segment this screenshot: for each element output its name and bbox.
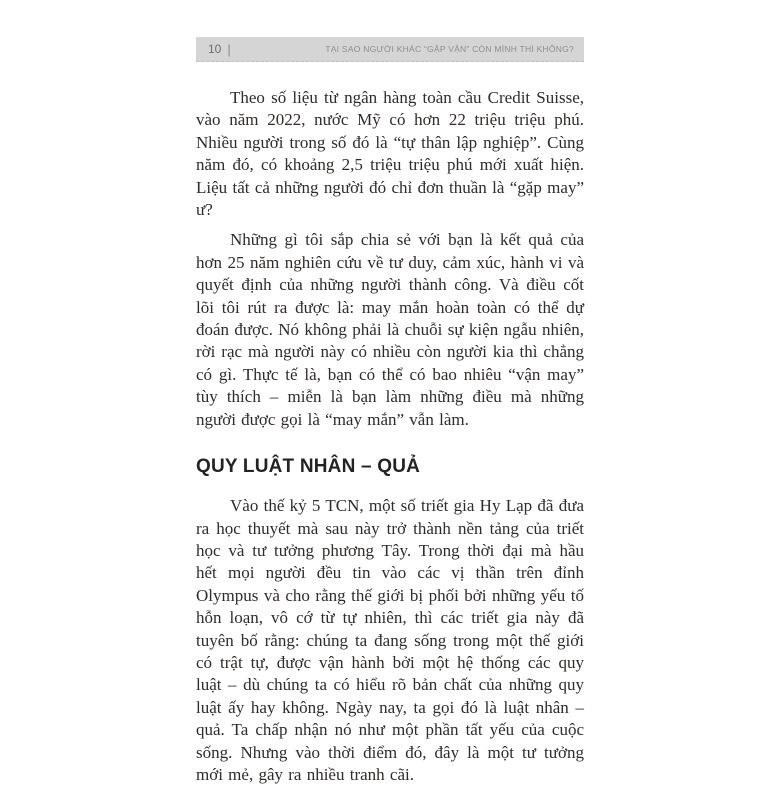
page-number: 10 [208, 42, 222, 56]
paragraph-intro-2: Những gì tôi sắp chia sẻ với bạn là kết quả của hơn 25 năm nghiên cứu về tư duy, cảm xúc, hành vi và quyết định của những người thành công. Và điều cốt lõi tôi rút ra được là: may mắn hoàn toàn có thể dự đoán được. Nó không phải là chuỗi sự kiện ngẫu nhiên, rời rạc mà người này có nhiều còn người kia thì chẳng có gì. Thực tế là, bạn có thể có bao nhiêu “vận may” tùy thích – miễn là bạn làm những điều mà những người được gọi là “may mắn” vẫn làm. [196, 230, 584, 429]
paragraph-section-1: Vào thế kỷ 5 TCN, một số triết gia Hy Lạp đã đưa ra học thuyết mà sau này trở thành nền tảng của triết học và tư tưởng phương Tây. Trong thời đại mà hầu hết mọi người đều tin vào các vị thần trên đỉnh Olympus và cho rằng thế giới bị phối bởi những yếu tố hỗn loạn, vô cớ từ tự nhiên, thì các triết gia này đã tuyên bố rằng: chúng ta đang sống trong một thế giới có trật tự, được vận hành bởi một hệ thống các quy luật – dù chúng ta có hiểu rõ bản chất của những quy luật ấy hay không. Ngày nay, ta gọi đó là luật nhân – quả. Ta chấp nhận nó như một phần tất yếu của cuộc sống. Nhưng vào thời điểm đó, đây là một tư tưởng mới mẻ, gây ra nhiều tranh cãi. [196, 496, 584, 784]
section-heading: QUY LUẬT NHÂN – QUẢ [196, 456, 421, 478]
header-divider: | [227, 41, 231, 57]
paragraph-intro-1: Theo số liệu từ ngân hàng toàn cầu Credit Suisse, vào năm 2022, nước Mỹ có hơn 22 triệu triệu phú. Nhiều người trong số đó là “tự thân lập nghiệp”. Cùng năm đó, có khoảng 2,5 triệu triệu phú mới xuất hiện. Liệu tất cả những người đó chỉ đơn thuần là “gặp may” ư? [196, 88, 584, 220]
book-page [196, 37, 584, 786]
page-number-group [208, 42, 231, 57]
page-header [196, 37, 584, 62]
running-title: TẠI SAO NGƯỜI KHÁC “GẶP VẬN” CÒN MÌNH THÌ KHÔNG? [325, 44, 574, 54]
